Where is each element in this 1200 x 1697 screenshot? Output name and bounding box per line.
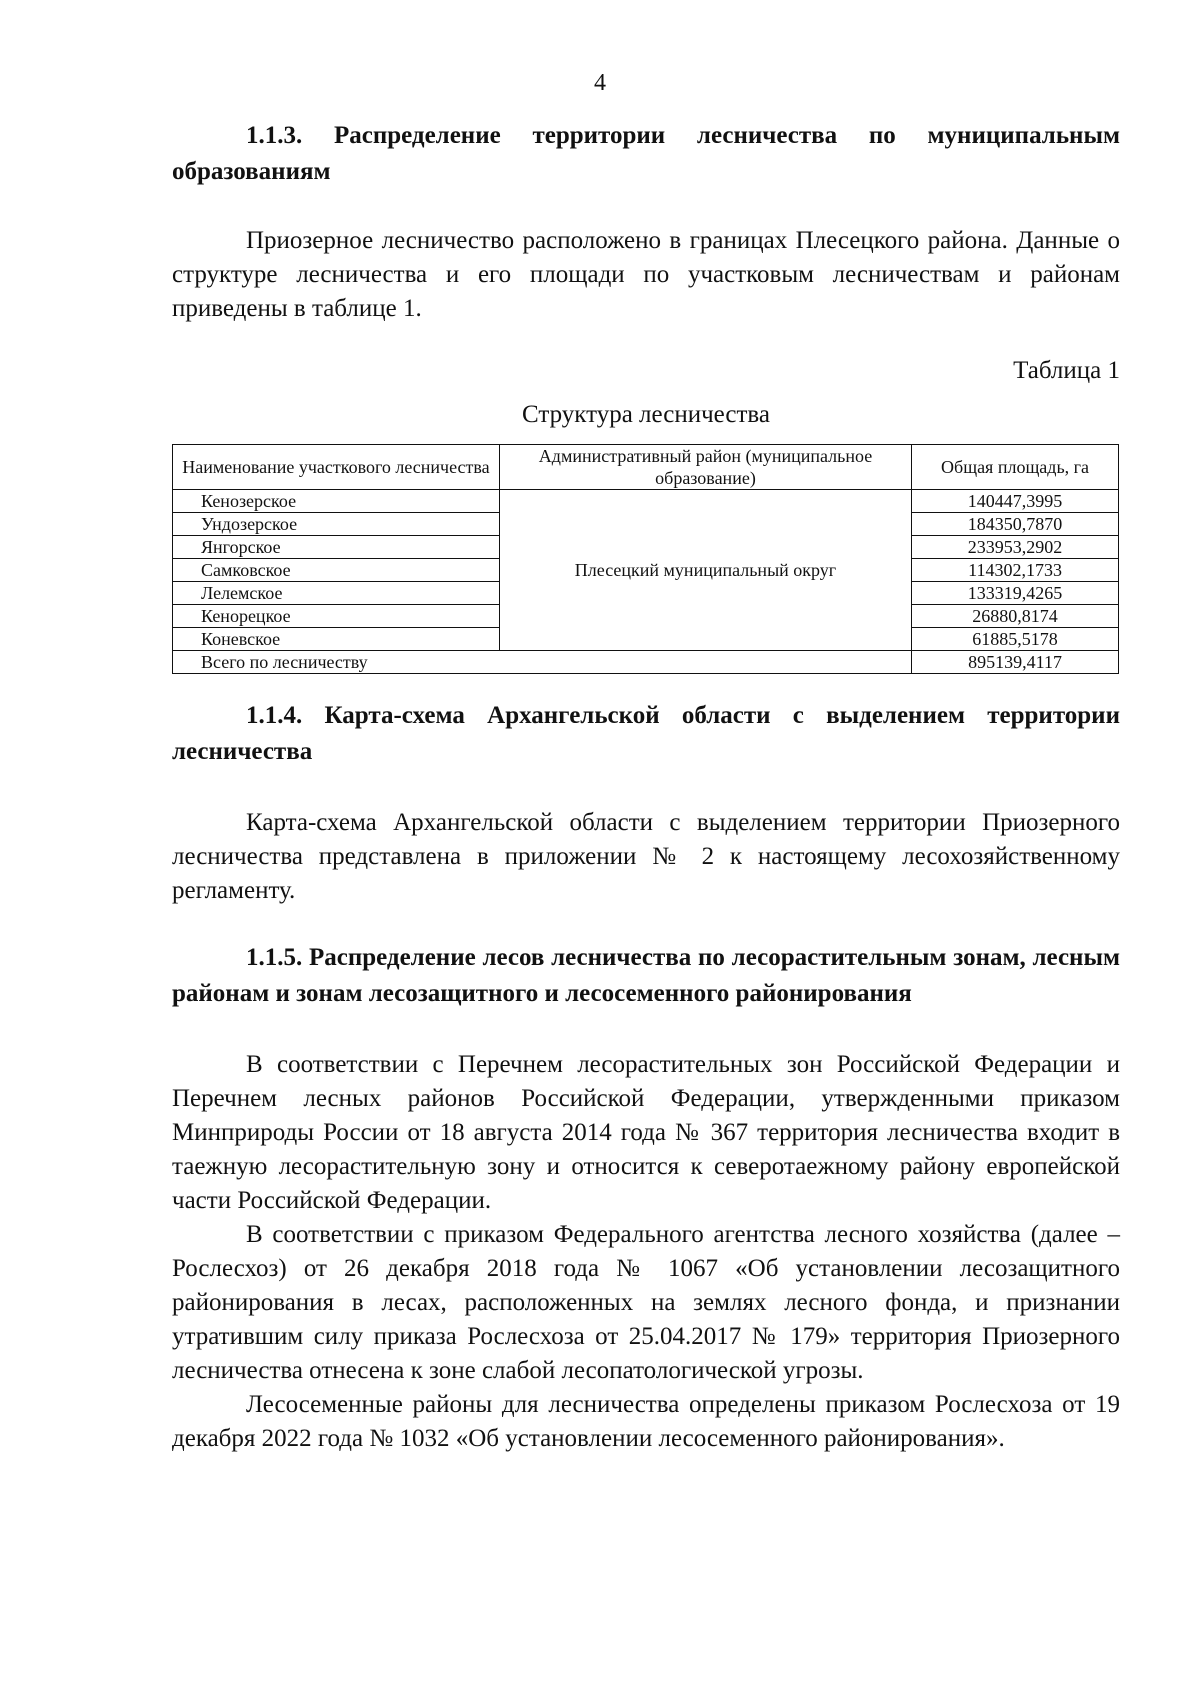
row-area: 184350,7870 <box>912 513 1119 536</box>
table-header-row <box>173 445 1119 490</box>
table-label: Таблица 1 <box>1013 357 1120 384</box>
section-paragraph-1-1-4: Карта-схема Архангельской области с выделением территории Приозерного лесничества представлена в приложении № 2 к настоящему лесохозяйственному регламенту. <box>172 809 1120 904</box>
row-area: 114302,1733 <box>912 559 1119 582</box>
section-paragraph-1-1-5-c: Лесосеменные районы для лесничества определены приказом Рослесхоза от 19 декабря 2022 года № 1032 «Об установлении лесосеменного районирования». <box>172 1391 1120 1452</box>
section-heading-1-1-5: 1.1.5. Распределение лесов лесничества по лесорастительным зонам, лесным районам и зонам лесозащитного и лесосеменного районирования <box>172 944 1120 1007</box>
row-district: Плесецкий муниципальный округ <box>499 490 911 651</box>
header-district: Административный район (муниципальное образование) <box>499 445 911 490</box>
row-area: 233953,2902 <box>912 536 1119 559</box>
row-area: 133319,4265 <box>912 582 1119 605</box>
row-forestry-name: Самковское <box>173 559 500 582</box>
row-area: 61885,5178 <box>912 628 1119 651</box>
row-area: 140447,3995 <box>912 490 1119 513</box>
row-area: 26880,8174 <box>912 605 1119 628</box>
row-forestry-name: Ундозерское <box>173 513 500 536</box>
forestry-structure-table <box>172 444 1119 674</box>
header-forestry-name: Наименование участкового лесничества <box>173 445 500 490</box>
document-body <box>172 118 1120 1456</box>
row-forestry-name: Лелемское <box>173 582 500 605</box>
section-paragraph-1-1-5-a: В соответствии с Перечнем лесорастительных зон Российской Федерации и Перечнем лесных районов Российской Федерации, утвержденными приказом Минприроды России от 18 августа 2014 года № 367 территория лесничества входит в таежную лесорастительную зону и относится к северотаежному району европейской части Российской Федерации. <box>172 1051 1120 1214</box>
total-label: Всего по лесничеству <box>173 651 912 674</box>
table-row <box>173 490 1119 513</box>
total-area: 895139,4117 <box>912 651 1119 674</box>
row-forestry-name: Янгорское <box>173 536 500 559</box>
page-number: 4 <box>594 70 606 96</box>
row-forestry-name: Кенозерское <box>173 490 500 513</box>
row-forestry-name: Кенорецкое <box>173 605 500 628</box>
table-total-row <box>173 651 1119 674</box>
header-area: Общая площадь, га <box>912 445 1119 490</box>
row-forestry-name: Коневское <box>173 628 500 651</box>
section-paragraph-1-1-3: Приозерное лесничество расположено в границах Плесецкого района. Данные о структуре лесничества и его площади по участковым лесничествам и районам приведены в таблице 1. <box>172 227 1120 322</box>
section-paragraph-1-1-5-b: В соответствии с приказом Федерального агентства лесного хозяйства (далее – Рослесхоз) от 26 декабря 2018 года № 1067 «Об установлении лесозащитного районирования в лесах, расположенных на землях лесного фонда, и признании утратившим силу приказа Рослесхоза от 25.04.2017 № 179» территория Приозерного лесничества отнесена к зоне слабой лесопатологической угрозы. <box>172 1221 1120 1384</box>
table-title: Структура лесничества <box>522 401 770 428</box>
section-heading-1-1-3: 1.1.3. Распределение территории лесничества по муниципальным образованиям <box>172 122 1120 185</box>
section-heading-1-1-4: 1.1.4. Карта-схема Архангельской области с выделением территории лесничества <box>172 702 1120 765</box>
